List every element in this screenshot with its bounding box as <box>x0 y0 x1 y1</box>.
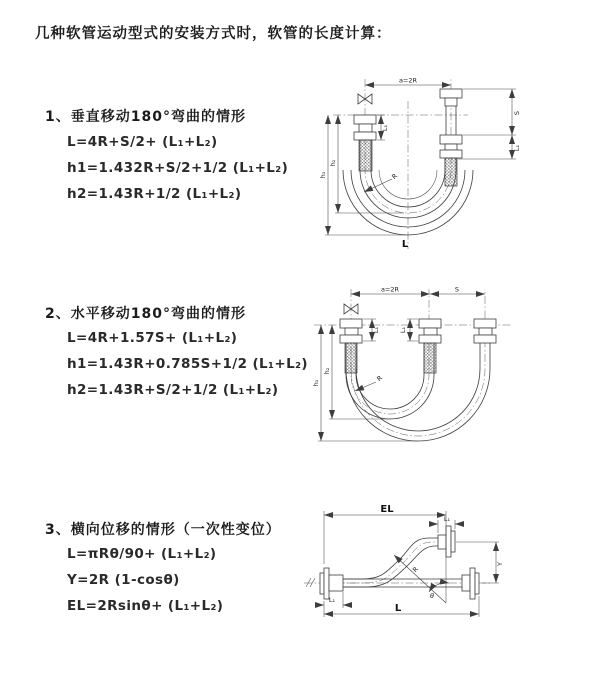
radius-label: R <box>390 171 400 181</box>
dim-label-y: Y <box>496 562 504 566</box>
dim-label-l1-bottom: L₁ <box>328 596 336 604</box>
braid-section <box>345 343 357 373</box>
dimension-l1-left <box>363 319 380 341</box>
straight-pipe-ghost <box>343 568 479 599</box>
dim-label-l1-right: L₁ <box>513 144 521 152</box>
braid-section <box>445 158 457 186</box>
length-label: L <box>401 239 409 250</box>
dimension-l <box>324 596 479 617</box>
theta-label: θ <box>430 592 434 600</box>
dimension-s <box>430 286 485 295</box>
dimension-s-right <box>458 89 521 159</box>
radius-label: R <box>375 373 385 383</box>
radius-callout <box>355 374 384 391</box>
dim-label-l: L <box>394 603 402 614</box>
section-3-heading: 3、横向位移的情形（一次性变位） <box>45 522 281 538</box>
displaced-hose <box>343 526 455 587</box>
dim-label-s: S <box>454 285 460 294</box>
diagram-vertical-180-bend <box>308 73 558 257</box>
dim-label-l1-left: L₁ <box>381 124 389 132</box>
dimension-a2r <box>351 286 430 295</box>
dimension-h1 <box>312 325 418 441</box>
braid-section <box>424 343 436 373</box>
dim-label-l1-mid: L₁ <box>399 326 407 334</box>
section-1-heading: 1、垂直移动180°弯曲的情形 <box>45 109 246 125</box>
dim-label-l1-left: L₁ <box>372 326 380 334</box>
section-1-formula-h2: h2=1.43R+1/2 (L₁+L₂) <box>67 186 242 202</box>
braid-section <box>359 140 372 171</box>
page-title: 几种软管运动型式的安装方式时，软管的长度计算： <box>35 26 392 42</box>
dim-label-h1: h₁ <box>312 379 320 387</box>
section-3-formula-L: L=πRθ/90+ (L₁+L₂) <box>67 546 217 562</box>
diagram-lateral-displacement <box>296 498 590 662</box>
dimension-l1-bottom <box>316 592 351 608</box>
section-3-formula-EL: EL=2Rsinθ+ (L₁+L₂) <box>67 598 224 614</box>
diagram-horizontal-180-bend <box>306 283 568 455</box>
radius-label: R <box>411 565 421 575</box>
centerline-break-mark <box>306 578 315 587</box>
section-3-formula-Y: Y=2R (1-cosθ) <box>67 572 180 588</box>
middle-fitting <box>419 319 441 373</box>
left-fitting <box>354 115 376 171</box>
dim-label-h2: h₂ <box>323 367 331 375</box>
hose-arcs <box>346 343 490 441</box>
left-flange <box>320 568 343 599</box>
dim-label-h1: h₁ <box>319 171 327 179</box>
right-fitting-positions <box>440 89 462 186</box>
section-2-heading: 2、水平移动180°弯曲的情形 <box>45 306 246 322</box>
dimension-a2r <box>365 77 451 86</box>
dim-label-l1-top: L₁ <box>443 515 451 523</box>
dimension-l1-mid <box>399 319 418 341</box>
section-2-formula-h2: h2=1.43R+S/2+1/2 (L₁+L₂) <box>67 382 279 398</box>
section-1-formula-h1: h1=1.432R+S/2+1/2 (L₁+L₂) <box>67 160 289 176</box>
dim-label-el: EL <box>380 504 394 515</box>
section-2-formula-h1: h1=1.43R+0.785S+1/2 (L₁+L₂) <box>67 356 308 372</box>
section-2-formula-L: L=4R+1.57S+ (L₁+L₂) <box>67 330 238 346</box>
section-1-formula-L: L=4R+S/2+ (L₁+L₂) <box>67 134 218 150</box>
dim-label-s: S <box>513 110 521 116</box>
dimension-l1-left <box>377 115 389 140</box>
left-fitting <box>340 319 362 373</box>
dim-label-a2r: a=2R <box>398 76 418 85</box>
centerlines <box>314 289 511 436</box>
dim-label-h2: h₂ <box>329 159 337 167</box>
dim-label-a2r: a=2R <box>380 285 400 294</box>
